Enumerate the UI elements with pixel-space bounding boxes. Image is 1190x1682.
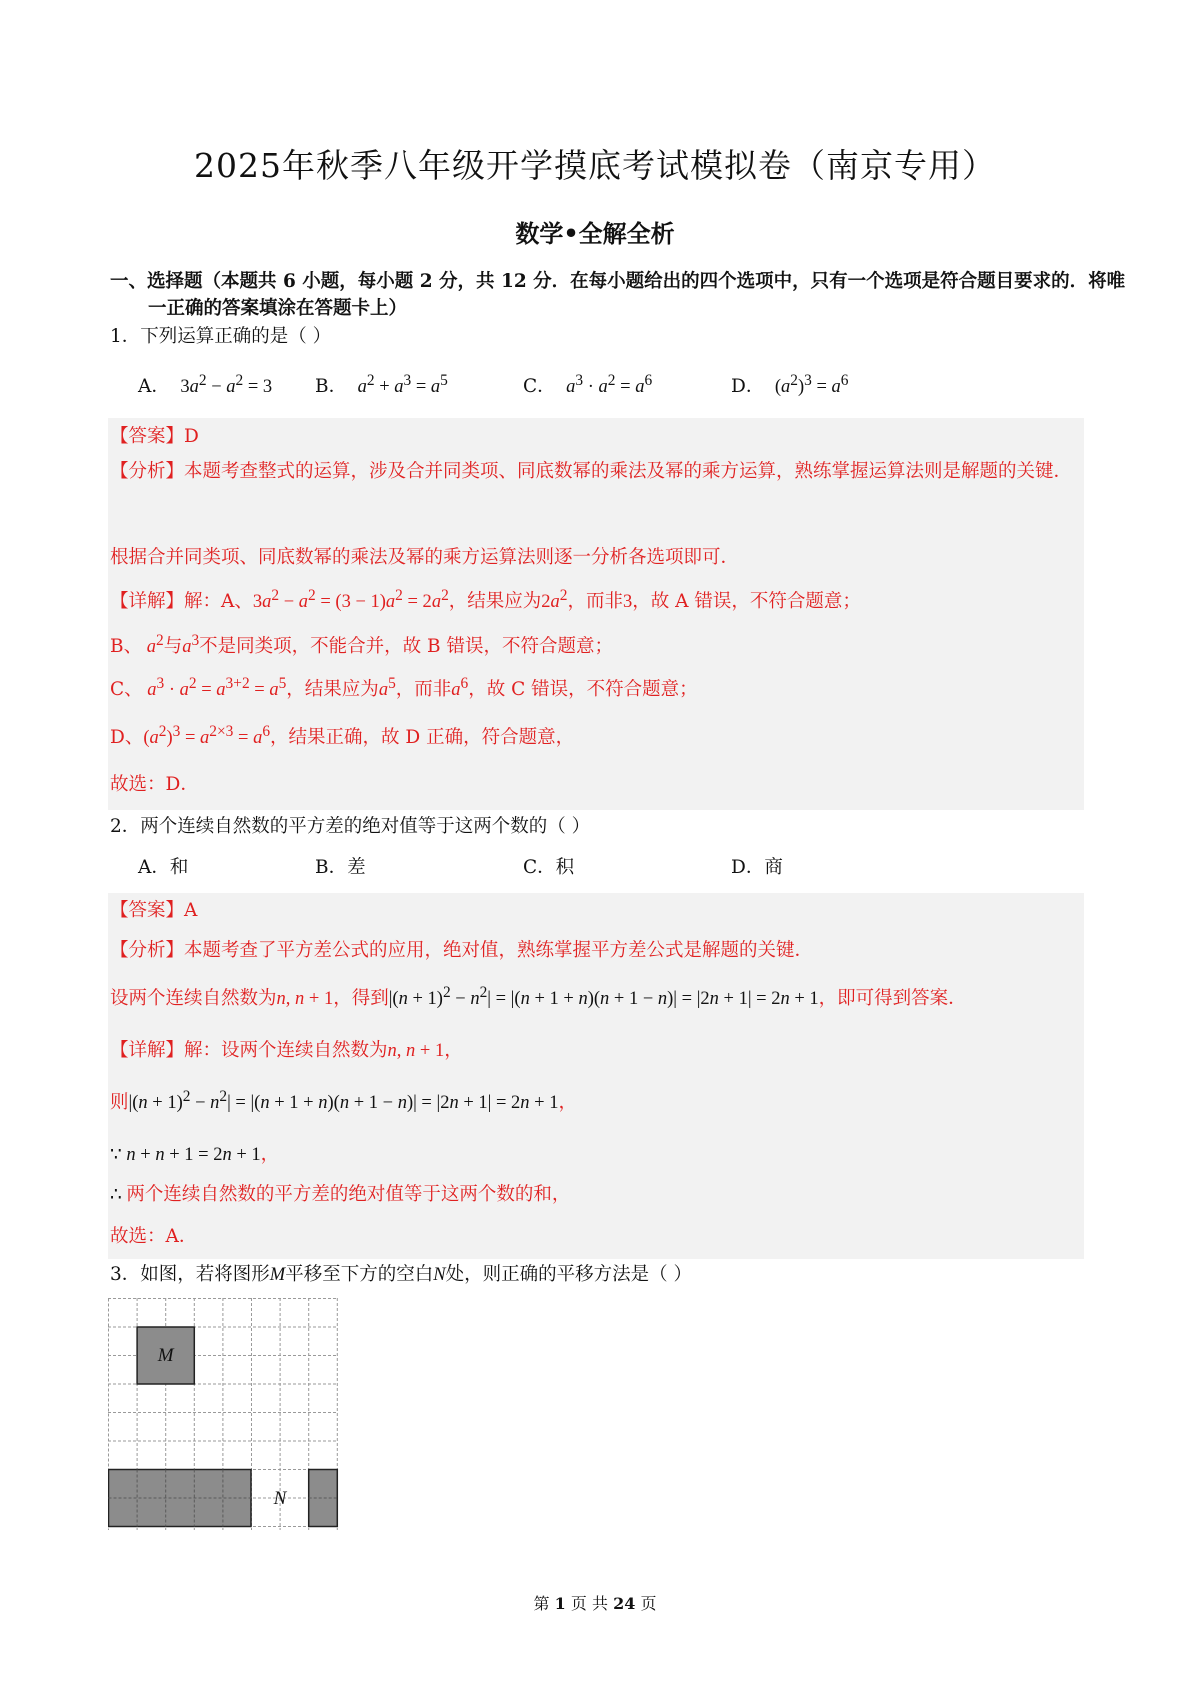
q1-detail-b-lead: B、: [110, 636, 143, 658]
q1-detail-c-text1: ，结果应为: [286, 679, 379, 701]
q2-detail-3-formula: ∵ n + n + 1 = 2n + 1: [110, 1145, 261, 1165]
q2-option-d: D．商: [731, 857, 783, 878]
q1-detail-b-term2: $a^3$: [182, 632, 200, 658]
q2-detail-1-text: 【详解】解：设两个连续自然数为: [110, 1040, 388, 1061]
q2-analysis-method-text2: ，得到: [333, 988, 389, 1010]
footer-suffix: 页: [640, 1594, 657, 1613]
q1-detail-b-term1: $a^2$: [146, 632, 164, 658]
q1-detail-b-text1: 与: [163, 636, 183, 658]
q1-analysis-method: 根据合并同类项、同底数幂的乘法及幂的乘方运算法则逐一分析各选项即可．: [110, 547, 740, 568]
q1-option-c-label: C．: [523, 376, 556, 398]
q1-option-a-label: A．: [138, 376, 170, 398]
q1-detail-c-wrong: $a^6$: [451, 675, 469, 701]
q1-detail-b-text2: 不是同类项，不能合并，故 B 错误，不符合题意；: [199, 636, 614, 658]
q1-option-a: [138, 372, 272, 398]
footer-total-pages: 24: [613, 1594, 636, 1613]
therefore-icon: ∴: [110, 1185, 127, 1205]
q2-option-c: C．积: [523, 857, 575, 878]
q1-detail-b: [110, 632, 613, 658]
q2-detail-1-comma: ，: [444, 1040, 463, 1061]
q1-detail-c-text2: ，而非: [395, 679, 452, 701]
q2-analysis-vars: n, n + 1: [276, 989, 334, 1010]
question-1-stem: 1．下列运算正确的是（ ）: [110, 326, 332, 347]
q3-stem-text2: 平移至下方的空白: [285, 1264, 434, 1285]
q1-detail-a-result: $2a^2$: [541, 587, 568, 613]
q1-option-b: [315, 372, 448, 398]
q1-detail-d-text: ，结果正确，故 D 正确，符合题意，: [270, 727, 575, 749]
q2-option-b: B．差: [315, 857, 366, 878]
q1-detail-a-value: 3: [623, 592, 633, 613]
q3-stem-text1: 3．如图，若将图形: [110, 1264, 270, 1285]
blank-n-label: N: [273, 1488, 287, 1509]
q1-detail-d: [110, 723, 574, 749]
q1-detail-c: [110, 675, 698, 701]
section-heading: 一、选择题（本题共 6 小题，每小题 2 分，共 12 分．在每小题给出的四个选项中，只有一个选项是符合题目要求的．将唯一正确的答案填涂在答题卡上）: [110, 271, 1126, 319]
q1-detail-a-text1: ，结果应为: [448, 591, 542, 613]
shape-m-label: M: [157, 1345, 174, 1366]
q2-analysis-method: [110, 984, 967, 1010]
q1-option-d: [731, 372, 849, 398]
footer-page-number: 1: [554, 1594, 566, 1613]
q1-detail-a-text2: ，而非: [567, 591, 623, 613]
q1-detail-c-text3: ，故 C 错误，不符合题意；: [468, 679, 698, 701]
q2-answer: 【答案】A: [110, 900, 198, 921]
q1-detail-c-result: $a^5$: [378, 675, 396, 701]
q3-stem-n: N: [433, 1265, 446, 1285]
page-footer: [0, 1591, 1190, 1614]
page-subtitle: 数学•全解全析: [515, 219, 675, 248]
q2-option-a: A．和: [138, 857, 189, 878]
q1-detail-a-formula: $3a^2 - a^2 = (3 - 1)a^2 = 2a^2$: [252, 587, 449, 613]
q1-detail-a: [110, 587, 861, 613]
translation-grid-figure: [108, 1298, 340, 1532]
q2-analysis-formula: $|(n + 1)^2 - n^2| = |(n + 1 + n)(n + 1 - n)| = |2n + 1| = 2n + 1$: [388, 984, 819, 1010]
page-title: 2025年秋季八年级开学摸底考试模拟卷（南京专用）: [194, 146, 996, 185]
q1-detail-d-lead: D、: [110, 727, 144, 749]
question-3-stem: [110, 1260, 692, 1286]
q1-analysis: 【分析】本题考查整式的运算，涉及合并同类项、同底数幂的乘法及幂的乘方运算，熟练掌握运算法则是解题的关键．: [110, 461, 1073, 482]
footer-mid: 页 共: [570, 1594, 608, 1613]
bottom-block-right: [309, 1470, 338, 1527]
q2-detail-2-lead: 则: [110, 1092, 129, 1114]
q2-detail-3-comma: ，: [260, 1144, 280, 1165]
q1-option-c: [523, 372, 652, 398]
footer-prefix: 第: [533, 1594, 550, 1613]
q2-detail-2: [110, 1088, 577, 1114]
q1-detail-d-formula: $(a^2)^3 = a^{2\times 3} = a^6$: [143, 723, 271, 749]
q1-option-d-label: D．: [731, 376, 765, 398]
q2-detail-1-vars: n, n + 1: [387, 1041, 445, 1061]
q2-analysis-method-text1: 设两个连续自然数为: [110, 988, 277, 1010]
q2-detail-2-comma: ，: [558, 1092, 577, 1114]
q1-detail-c-formula: $a^3 \cdot a^2 = a^{3+2} = a^5$: [147, 675, 287, 701]
q1-detail-c-lead: C、: [110, 679, 143, 701]
q1-option-b-formula: $a^2 + a^3 = a^5$: [357, 372, 448, 398]
q3-stem-m: M: [269, 1265, 286, 1285]
q1-option-c-formula: $a^3 \cdot a^2 = a^6$: [566, 372, 653, 398]
q1-detail-lead: 【详解】解：A、: [110, 591, 253, 613]
q2-detail-4-text: 两个连续自然数的平方差的绝对值等于这两个数的和，: [126, 1184, 571, 1205]
question-2-stem: 2．两个连续自然数的平方差的绝对值等于这两个数的（ ）: [110, 816, 591, 837]
q1-choose: 故选：D．: [110, 774, 199, 795]
q2-detail-2-formula: $|(n + 1)^2 - n^2| = |(n + 1 + n)(n + 1 - n)| = |2n + 1| = 2n + 1$: [128, 1088, 559, 1114]
q2-detail-1: [110, 1036, 463, 1062]
q1-option-a-formula: $3a^2 - a^2 = 3$: [175, 372, 273, 398]
q3-stem-text3: 处，则正确的平移方法是（ ）: [445, 1264, 692, 1285]
q1-answer: 【答案】D: [110, 426, 199, 447]
q2-detail-4: [110, 1180, 570, 1206]
q1-detail-a-text3: ，故 A 错误，不符合题意；: [632, 591, 861, 613]
q2-analysis-method-text3: ，即可得到答案．: [818, 988, 967, 1010]
q1-option-b-label: B．: [315, 376, 348, 398]
q1-option-d-formula: $(a^2)^3 = a^6$: [770, 372, 849, 398]
q2-detail-3: [110, 1140, 279, 1166]
q2-analysis: 【分析】本题考查了平方差公式的应用，绝对值，熟练掌握平方差公式是解题的关键．: [110, 940, 814, 961]
q2-choose: 故选：A．: [110, 1226, 198, 1247]
